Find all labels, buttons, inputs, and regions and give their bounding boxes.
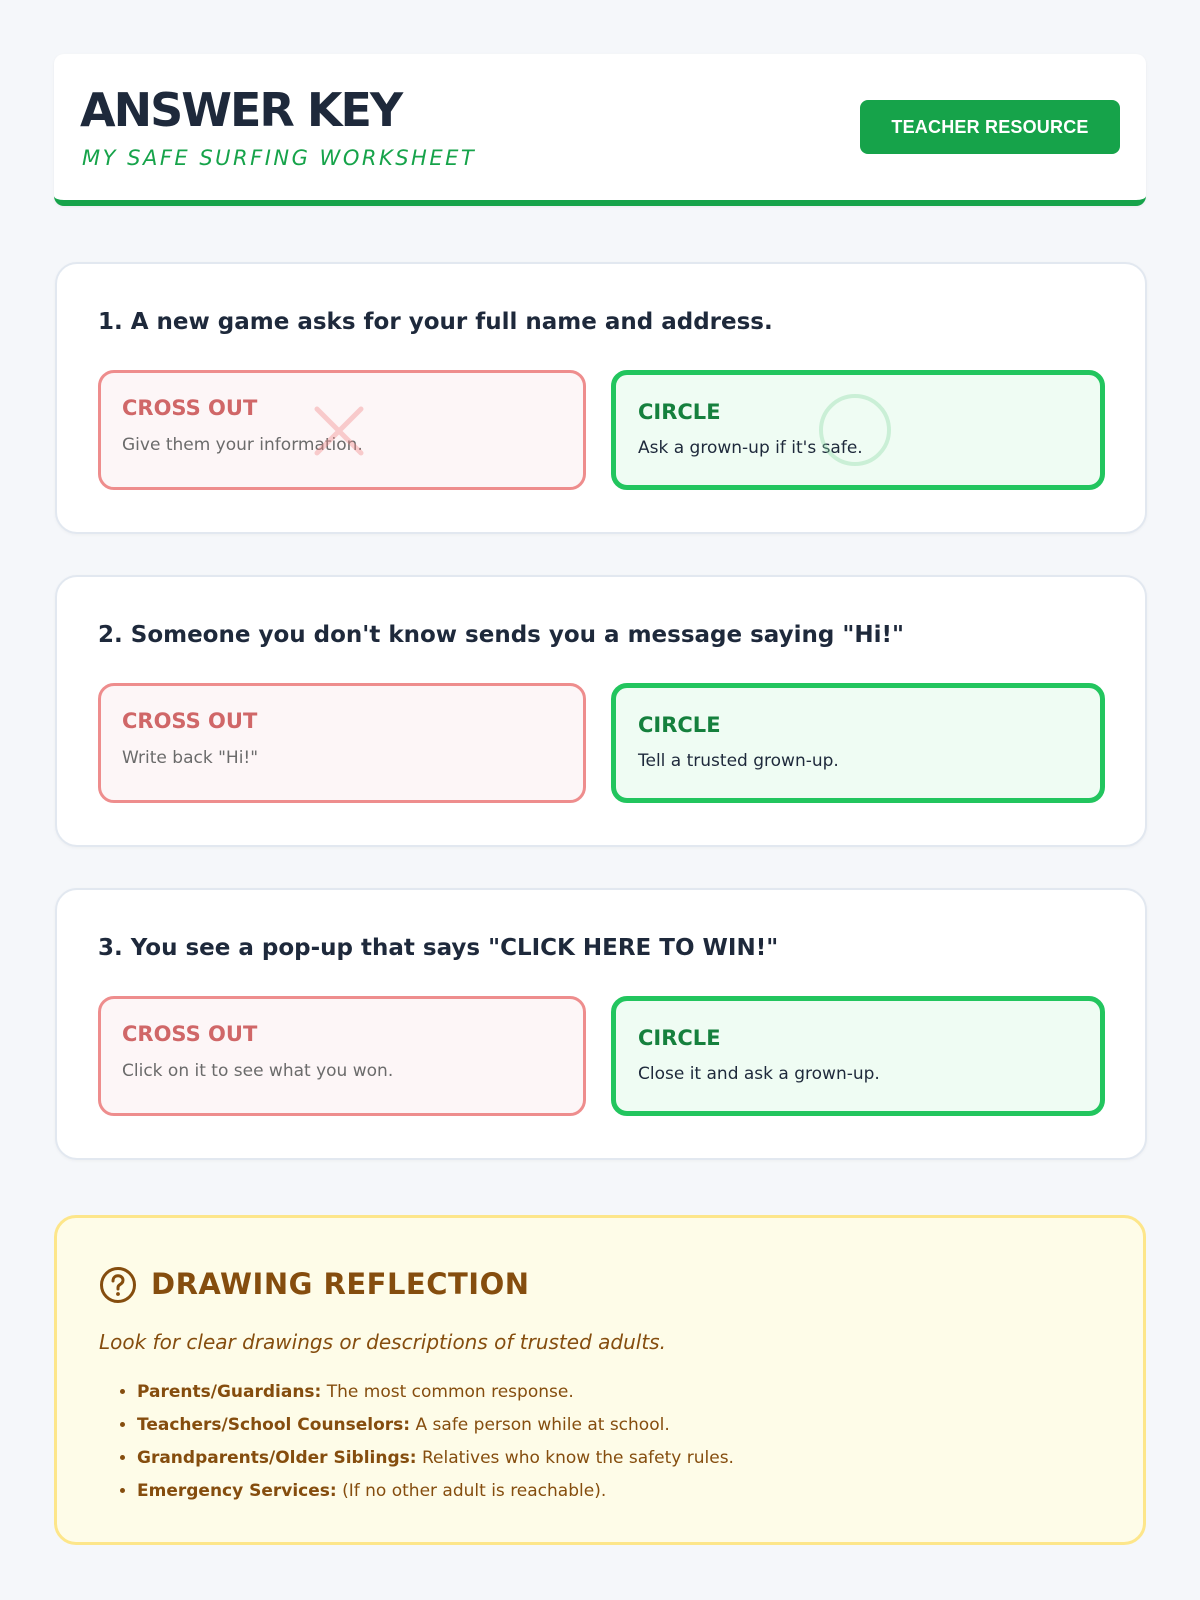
cross-out-label: CROSS OUT xyxy=(122,709,258,733)
question-prompt: 3. You see a pop-up that says "CLICK HERE TO WIN!" xyxy=(98,935,779,961)
item-desc: Relatives who know the safety rules. xyxy=(421,1448,734,1468)
teacher-resource-badge: TEACHER RESOURCE xyxy=(860,100,1120,154)
circle-label: CIRCLE xyxy=(638,400,721,424)
item-term: Teachers/School Counselors: xyxy=(137,1415,411,1435)
circle-text: Tell a trusted grown-up. xyxy=(638,751,839,771)
cross-mark-icon xyxy=(313,405,365,457)
question-card-3 xyxy=(55,888,1147,1160)
trusted-adults-list xyxy=(99,1376,734,1508)
cross-out-text: Give them your information. xyxy=(122,435,363,455)
item-term: Emergency Services: xyxy=(137,1481,337,1501)
circle-label: CIRCLE xyxy=(638,1026,721,1050)
list-item xyxy=(137,1475,734,1508)
circle-option xyxy=(611,370,1105,490)
cross-out-text: Write back "Hi!" xyxy=(122,748,259,768)
item-term: Grandparents/Older Siblings: xyxy=(137,1448,417,1468)
item-desc: The most common response. xyxy=(326,1382,574,1402)
question-prompt: 1. A new game asks for your full name and address. xyxy=(98,309,773,335)
circle-option xyxy=(611,683,1105,803)
drawing-reflection-panel xyxy=(54,1215,1146,1545)
circle-text: Close it and ask a grown-up. xyxy=(638,1064,880,1084)
page-subtitle: MY SAFE SURFING WORKSHEET xyxy=(82,146,477,170)
circle-option xyxy=(611,996,1105,1116)
item-term: Parents/Guardians: xyxy=(137,1382,322,1402)
item-desc: (If no other adult is reachable). xyxy=(342,1481,607,1501)
cross-out-label: CROSS OUT xyxy=(122,1022,258,1046)
question-card-2 xyxy=(55,575,1147,847)
list-item xyxy=(137,1442,734,1475)
list-item xyxy=(137,1376,734,1409)
reflection-title: DRAWING REFLECTION xyxy=(151,1267,530,1301)
cross-out-label: CROSS OUT xyxy=(122,396,258,420)
circle-label: CIRCLE xyxy=(638,713,721,737)
reflection-intro: Look for clear drawings or descriptions of trusted adults. xyxy=(99,1330,666,1354)
page-title: ANSWER KEY xyxy=(80,83,402,137)
item-desc: A safe person while at school. xyxy=(415,1415,670,1435)
cross-out-option xyxy=(98,683,586,803)
question-prompt: 2. Someone you don't know sends you a message saying "Hi!" xyxy=(98,622,904,648)
cross-out-option xyxy=(98,370,586,490)
cross-out-option xyxy=(98,996,586,1116)
question-card-1 xyxy=(55,262,1147,534)
cross-out-text: Click on it to see what you won. xyxy=(122,1061,394,1081)
circle-text: Ask a grown-up if it's safe. xyxy=(638,438,863,458)
page-header xyxy=(54,54,1146,206)
question-circle-icon xyxy=(99,1266,137,1304)
list-item xyxy=(137,1409,734,1442)
circle-mark-icon xyxy=(817,392,893,468)
